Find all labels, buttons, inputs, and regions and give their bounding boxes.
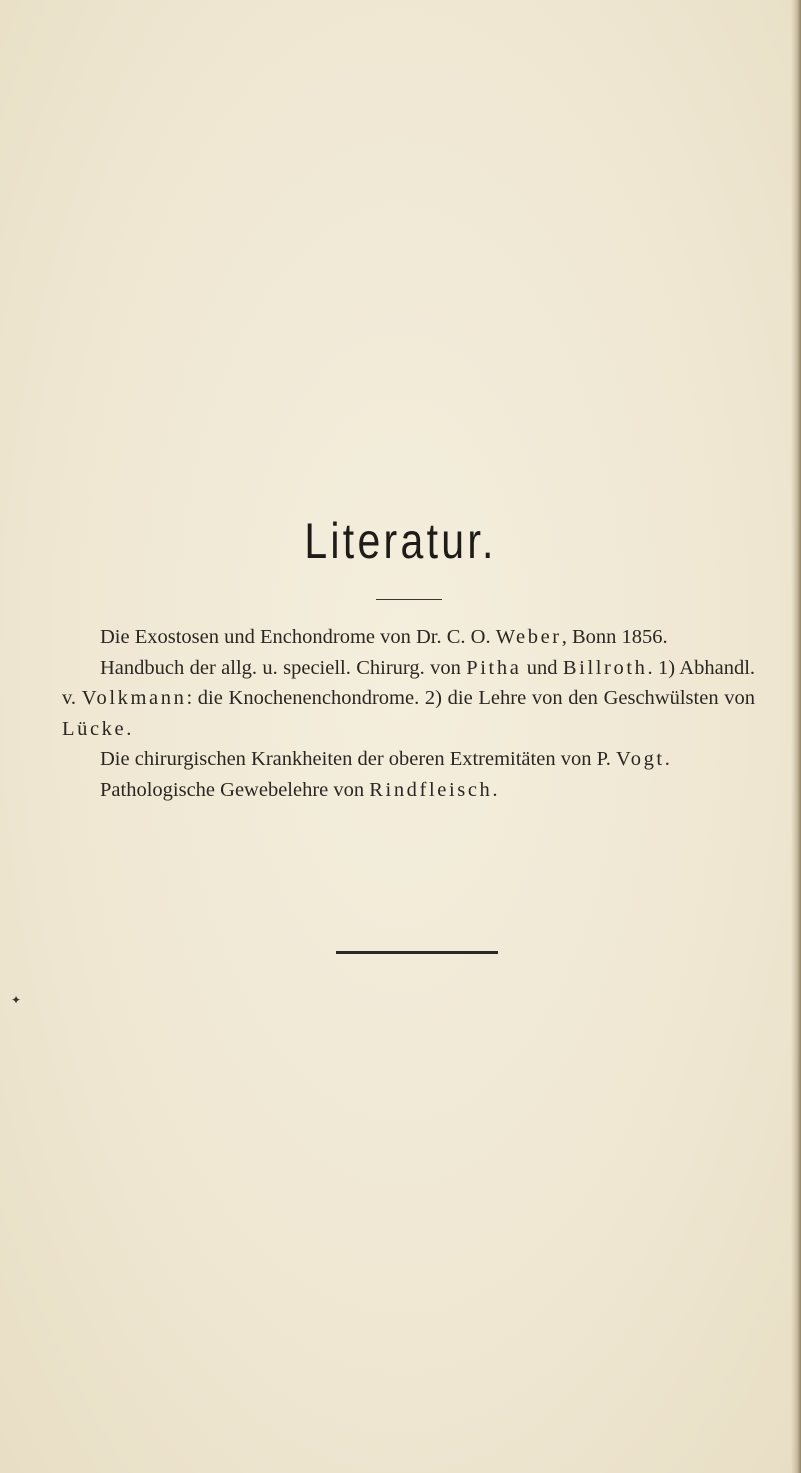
reference-text: : die Knochenenchondrome. 2) die Lehre von den Geschwülsten von [186, 687, 755, 709]
reference-text: . [492, 778, 498, 801]
reference-text: . [664, 748, 670, 770]
author-name: Lücke [62, 717, 127, 740]
reference-text: , Bonn 1856. [561, 626, 668, 648]
reference-entry [62, 775, 755, 806]
reference-text: Die Exostosen und Enchondrome von Dr. C. O. [100, 626, 496, 648]
reference-entry [62, 622, 755, 653]
page-title: Literatur. [304, 513, 497, 569]
author-name: Vogt [615, 748, 665, 770]
reference-text: und [521, 656, 563, 679]
author-name: Pitha [466, 656, 522, 679]
reference-entry [62, 653, 755, 745]
author-name: Rindfleisch [369, 778, 493, 801]
reference-list [62, 622, 755, 805]
reference-text: . 1) Abhandl. v. [62, 656, 756, 709]
page-edge-shadow [791, 0, 801, 1473]
title-divider [376, 599, 442, 600]
ink-smudge-icon: ✦ [11, 993, 22, 1007]
reference-text: . [126, 717, 132, 740]
reference-text: Die chirurgischen Krankheiten der oberen Extremitäten von P. [100, 748, 616, 770]
end-divider [336, 951, 498, 954]
author-name: Volkmann [81, 687, 187, 709]
reference-text: Pathologische Gewebelehre von [100, 778, 370, 801]
reference-entry [62, 744, 755, 775]
reference-text: Handbuch der allg. u. speciell. Chirurg. von [100, 656, 467, 679]
author-name: Weber [495, 626, 562, 648]
author-name: Billroth [562, 656, 648, 679]
